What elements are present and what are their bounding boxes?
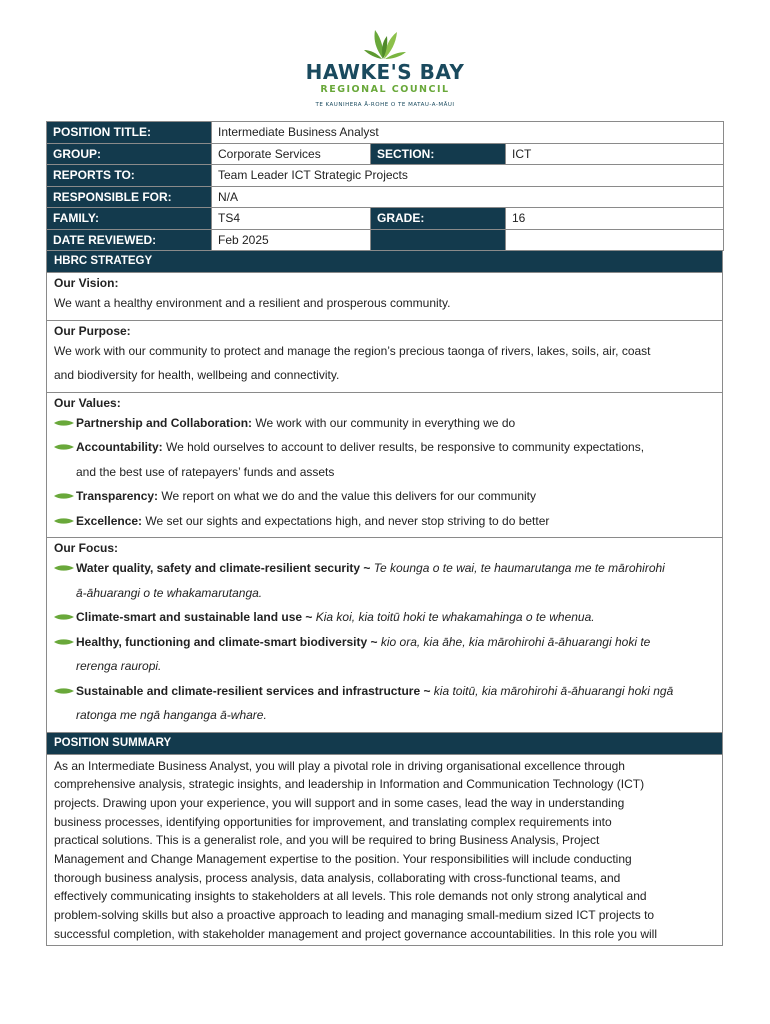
list-item-text — [76, 411, 515, 436]
table-row — [47, 143, 724, 165]
list-item-bold: Sustainable and climate-resilient services and infrastructure ~ — [76, 683, 431, 698]
focus-section — [46, 538, 723, 733]
list-item-text — [76, 605, 595, 630]
summary-line: As an Intermediate Business Analyst, you will play a pivotal role in driving organisational excellence through — [54, 758, 625, 773]
leaf-bullet-icon — [54, 509, 76, 534]
table-row — [47, 208, 724, 230]
family-label: FAMILY: — [47, 208, 212, 230]
summary-line: effectively communicating insights to stakeholders at all levels. This role demands not only strong analytical and — [54, 889, 647, 904]
empty-cell — [371, 229, 506, 251]
purpose-heading: Our Purpose: — [54, 323, 131, 338]
responsible-for-value: N/A — [212, 186, 724, 208]
summary-line: successful completion, with stakeholder management and project governance accountabilities. In this role you will — [54, 926, 657, 941]
list-item-body: We set our sights and expectations high, and never stop striving to do better — [142, 513, 550, 528]
position-summary-text — [46, 755, 723, 946]
focus-list — [54, 556, 715, 728]
list-item-bold: Excellence: — [76, 513, 143, 528]
table-row — [47, 186, 724, 208]
summary-line: comprehensive analysis, strategic insights, and leadership in Information and Communication Technology (ICT) — [54, 777, 645, 792]
leaf-logo-icon — [363, 28, 407, 60]
list-item-continuation: ratonga me ngā hanganga ā-whare. — [76, 708, 267, 722]
date-reviewed-value: Feb 2025 — [212, 229, 371, 251]
list-item-text — [76, 679, 673, 728]
reports-to-value: Team Leader ICT Strategic Projects — [212, 165, 724, 187]
list-item-continuation: and the best use of ratepayers’ funds and assets — [76, 464, 335, 479]
table-row — [47, 165, 724, 187]
section-label: SECTION: — [371, 143, 506, 165]
vision-text: We want a healthy environment and a resilient and prosperous community. — [54, 296, 451, 310]
brand-maori-line: TE KAUNIHERA Ā-ROHE O TE MATAU-A-MĀUI — [315, 102, 455, 108]
purpose-text-line: and biodiversity for health, wellbeing and connectivity. — [54, 368, 340, 382]
purpose-section — [46, 321, 723, 393]
position-description — [46, 121, 723, 946]
section-value: ICT — [506, 143, 724, 165]
list-item — [54, 556, 715, 605]
summary-line: business processes, identifying opportunities for improvement, and translating complex requirements into — [54, 814, 612, 829]
family-value: TS4 — [212, 208, 371, 230]
list-item-text — [76, 484, 536, 509]
leaf-bullet-icon — [54, 411, 76, 436]
list-item-body: We report on what we do and the value this delivers for our community — [158, 489, 537, 503]
group-label: GROUP: — [47, 143, 212, 165]
hbrc-logo — [0, 28, 770, 108]
values-list — [54, 411, 715, 534]
summary-line: Management and Change Management expertise to the position. Your responsibilities will include conducting — [54, 852, 632, 867]
list-item — [54, 435, 715, 484]
list-item-body: kia toitū, kia mārohirohi ā-āhuarangi hoki ngā — [430, 683, 674, 698]
list-item-text — [76, 509, 549, 534]
focus-heading: Our Focus: — [54, 541, 119, 555]
list-item-bold: Transparency: — [76, 489, 159, 503]
leaf-bullet-icon — [54, 630, 76, 655]
grade-label: GRADE: — [371, 208, 506, 230]
table-row — [47, 122, 724, 144]
leaf-bullet-icon — [54, 435, 76, 460]
list-item — [54, 484, 715, 509]
list-item-continuation: rerenga rauropi. — [76, 659, 162, 673]
position-info-table — [46, 121, 724, 251]
grade-value: 16 — [506, 208, 724, 230]
values-section — [46, 393, 723, 539]
list-item-text — [76, 556, 665, 605]
leaf-bullet-icon — [54, 605, 76, 630]
leaf-bullet-icon — [54, 484, 76, 509]
strategy-heading: HBRC STRATEGY — [46, 251, 723, 273]
list-item-bold: Healthy, functioning and climate-smart biodiversity ~ — [76, 634, 378, 649]
responsible-for-label: RESPONSIBLE FOR: — [47, 186, 212, 208]
list-item — [54, 509, 715, 534]
list-item-text — [76, 630, 650, 679]
list-item-body: Te kounga o te wai, te haumarutanga me te mārohirohi — [370, 561, 665, 575]
reports-to-label: REPORTS TO: — [47, 165, 212, 187]
values-heading: Our Values: — [54, 395, 121, 410]
group-value: Corporate Services — [212, 143, 371, 165]
leaf-bullet-icon — [54, 679, 76, 704]
list-item — [54, 679, 715, 728]
leaf-bullet-icon — [54, 556, 76, 581]
vision-section — [46, 273, 723, 321]
list-item-bold: Water quality, safety and climate-resilient security ~ — [76, 561, 371, 575]
summary-line: problem-solving skills but also a proactive approach to leading and managing small-medium sized ICT projects to — [54, 908, 655, 923]
summary-line: practical solutions. This is a generalist role, and you will be required to bring Business Analysis, Project — [54, 833, 600, 848]
list-item-body: We hold ourselves to account to deliver results, be responsive to community expectations, — [162, 440, 645, 454]
list-item-bold: Accountability: — [76, 440, 163, 454]
list-item — [54, 605, 715, 630]
vision-heading: Our Vision: — [54, 276, 119, 290]
summary-line: projects. Drawing upon your experience, you will support and in some cases, lead the way in understanding — [54, 795, 625, 810]
list-item-body: We work with our community in everything we do — [252, 415, 516, 430]
table-row — [47, 229, 724, 251]
purpose-text-line: We work with our community to protect and manage the region’s precious taonga of rivers, lakes, soils, air, coast — [54, 343, 651, 358]
list-item — [54, 411, 715, 436]
position-title-value: Intermediate Business Analyst — [212, 122, 724, 144]
empty-cell — [506, 229, 724, 251]
position-summary-heading: POSITION SUMMARY — [46, 733, 723, 755]
brand-subtitle: REGIONAL COUNCIL — [320, 84, 450, 95]
list-item — [54, 630, 715, 679]
summary-line: thorough business analysis, process analysis, data analysis, collaborating with cross-functional teams, and — [54, 870, 621, 885]
list-item-bold: Climate-smart and sustainable land use ~ — [76, 610, 313, 624]
date-reviewed-label: DATE REVIEWED: — [47, 229, 212, 251]
list-item-text — [76, 435, 644, 484]
list-item-bold: Partnership and Collaboration: — [76, 415, 253, 430]
list-item-body: Kia koi, kia toitū hoki te whakamahinga o te whenua. — [312, 610, 595, 624]
list-item-body: kio ora, kia āhe, kia mārohirohi ā-āhuarangi hoki te — [377, 634, 651, 649]
position-title-label: POSITION TITLE: — [47, 122, 212, 144]
brand-title: HAWKE'S BAY — [305, 60, 465, 84]
list-item-continuation: ā-āhuarangi o te whakamarutanga. — [76, 585, 263, 600]
